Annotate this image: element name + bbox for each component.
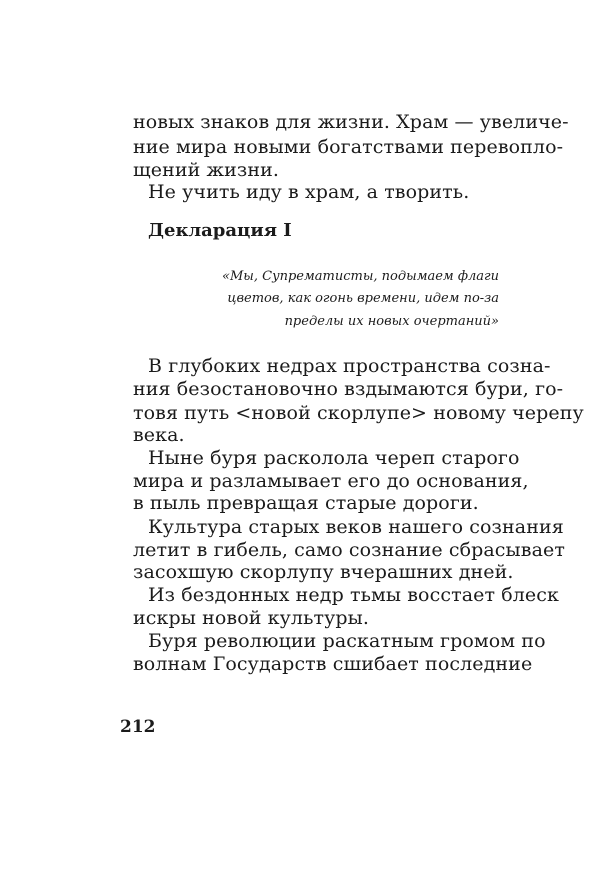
epigraph-line: цветов, как огонь времени, идем по-за [227,291,499,306]
paragraph-line: Из бездонных недр тьмы восстает блеск [148,584,559,606]
body-text-line: новых знаков для жизни. Храм — увеличе- [133,111,569,133]
paragraph-line: мира и разламывает его до основания, [133,470,529,492]
body-text-line: ние мира новыми богатствами перевопло- [133,136,564,158]
paragraph-line: ния безостановочно вздымаются бури, го- [133,378,564,400]
paragraph-line: Ныне буря расколола череп старого [148,447,520,469]
paragraph-line: в пыль превращая старые дороги. [133,492,479,514]
paragraph-line: волнам Государств сшибает последние [133,653,533,675]
paragraph-line: В глубоких недрах пространства созна- [148,355,551,377]
section-heading: Декларация I [148,220,292,241]
paragraph-line: века. [133,424,185,446]
body-text-line: Не учить иду в храм, а творить. [148,181,470,203]
epigraph-line: «Мы, Супрематисты, подымаем флаги [222,269,499,284]
body-text-line: щений жизни. [133,159,280,181]
paragraph-line: искры новой культуры. [133,607,370,629]
paragraph-line: летит в гибель, само сознание сбрасывает [133,539,565,561]
paragraph-line: Культура старых веков нашего сознания [148,516,564,538]
epigraph-line: пределы их новых очертаний» [284,314,499,329]
paragraph-line: засохшую скорлупу вчерашних дней. [133,561,514,583]
page-number: 212 [120,717,156,737]
paragraph-line: Буря революции раскатным громом по [148,630,546,652]
paragraph-line: товя путь <новой скорлупе> новому черепу [133,402,584,424]
